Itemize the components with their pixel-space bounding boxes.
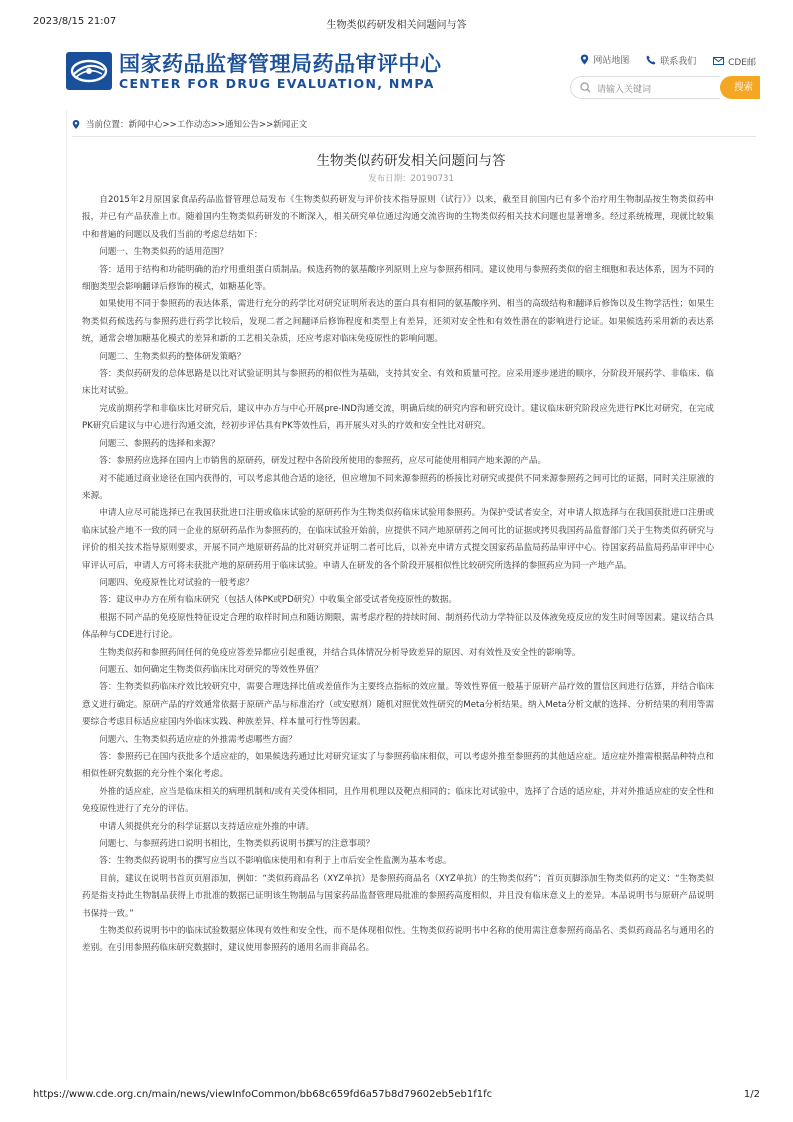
question-heading: 问题四、免疫原性比对试验的一般考虑？ — [99, 577, 254, 588]
paragraph: 答：生物类似药说明书的撰写应当以不影响临床使用和有利于上市后安全性监测为基本考虑。 — [99, 856, 452, 867]
search-button[interactable]: 搜索 — [720, 76, 760, 99]
paragraph: 答：适用于结构和功能明确的治疗用重组蛋白质制品。候选药物的氨基酸序列原则上应与参照药相同。建议使用与参照药类似的宿主细胞和表达体系，因为不同的细胞类型会影响翻译后修饰的模式，如糖基化等。 — [82, 264, 714, 293]
paragraph: 根据不同产品的免疫原性特征设定合理的取样时间点和随访期限，需考虑疗程的持续时间、制剂药代动力学特征以及体液免疫反应的发生时间等因素。建议结合具体品种与CDE进行讨论。 — [82, 612, 714, 641]
paragraph: 答：参照药应选择在国内上市销售的原研药，研发过程中各阶段所使用的参照药，应尽可能使用相同产地来源的产品。 — [99, 456, 547, 467]
paragraph: 自2015年2月原国家食品药品监督管理总局发布《生物类似药研发与评价技术指导原则（试行）》以来，截至目前国内已有多个治疗用生物制品按生物类似药申报，并已有产品获准上市。随着国内生物类似药研发的不断深入，相关研究单位通过沟通交流咨询的生物类似药相关技术问题也显著增多。经过系统梳理，现就比较集中和普遍的问题以及我们当前的考虑总结如下： — [82, 195, 714, 240]
cde-logo-icon[interactable] — [66, 52, 112, 90]
paragraph: 申请人须提供充分的科学证据以支持适应症外推的申请。 — [99, 821, 315, 832]
question-heading: 问题三、参照药的选择和来源？ — [99, 438, 220, 449]
print-footer — [33, 1089, 760, 1103]
paragraph: 答：类似药研发的总体思路是以比对试验证明其与参照药的相似性为基础，支持其安全、有效和质量可控。应采用逐步递进的顺序，分阶段开展药学、非临床、临床比对试验。 — [82, 369, 714, 397]
location-pin-icon — [580, 54, 589, 65]
paragraph: 完成前期药学和非临床比对研究后，建议申办方与中心开展pre-IND沟通交流，明确后续的研究内容和研究设计。建议临床研究阶段应先进行PK比对研究，在完成PK研究后建议与中心进行沟通交流，经初步评估具有PK等效性后，再开展头对头的疗效和安全性比对研究。 — [82, 403, 714, 432]
print-timestamp: 2023/8/15 21:07 — [33, 16, 117, 27]
paragraph: 生物类似药说明书中的临床试验数据应体现有效性和安全性，而不是体现相似性。生物类似药说明书中名称的使用需注意参照药商品名、类似药商品名与通用名的差别。在引用参照药临床研究数据时，建议使用参照药的通用名而非商品名。 — [82, 926, 714, 954]
contact-link[interactable] — [646, 54, 696, 67]
publish-date: 发布日期：20190731 — [368, 174, 454, 184]
paragraph: 申请人应尽可能选择已在我国获批进口注册或临床试验的原研药作为生物类似药临床试验用参照药。为保护受试者安全，对申请人拟选择与在我国获批进口注册或临床试验产地不一致的同一企业的原研药品作为参照药的，在临床试验开始前，应提供不同产地原研药之间可比的证据或拷贝我国药品监督部门关于生物类似药研究与评价的相关技术指导原则要求，开展不同产地原研药品的比对研究并证明二者可比后，以补充申请方式提交国家药品监局药品审评中心。待国家药品监局药品审评中心审评认可后，申请人方可将未获批产地的原研药用于临床试验。申请人在研发的各个阶段开展相似性比较研究所选择的参照药应为同一产地产品。 — [82, 508, 714, 571]
article-body — [82, 192, 714, 958]
sitemap-link[interactable] — [580, 53, 629, 66]
phone-icon — [646, 55, 656, 65]
print-page-title: 生物类似药研发相关问题问与答 — [326, 20, 467, 31]
paragraph: 外推的适应症，应当是临床相关的病理机制和/或有关受体相同，且作用机理以及靶点相同的；临床比对试验中，选择了合适的适应症，并对外推适应症的安全性和免疫原性进行了充分的评估。 — [82, 786, 714, 815]
site-header — [66, 44, 756, 104]
article-title: 生物类似药研发相关问题问与答 — [316, 153, 506, 169]
sitemap-label: 网站地图 — [593, 56, 630, 66]
paragraph: 答：生物类似药临床疗效比较研究中，需要合理选择比值或差值作为主要终点指标的效应量。等效性界值一般基于原研产品疗效的置信区间进行估算，并结合临床意义进行确定。原研产品的疗效通常依据于原研产品与标准治疗（或安慰剂）随机对照优效性研究的Meta分析结果。纳入Meta分析文献的选择、分析结果的利用等需要综合考虑目标适应症国内外临床实践、种族差异、样本量可行性等因素。 — [82, 682, 714, 728]
breadcrumb — [72, 118, 307, 130]
location-pin-icon — [72, 119, 80, 130]
contact-label: 联系我们 — [660, 56, 697, 67]
search-placeholder: 请输入关键词 — [597, 85, 652, 95]
question-heading: 问题七、与参照药进口说明书相比，生物类似药说明书撰写的注意事项？ — [99, 839, 375, 850]
search-icon — [580, 82, 591, 93]
cde-mail-link[interactable] — [713, 55, 756, 68]
breadcrumb-divider — [72, 136, 756, 137]
top-links — [566, 53, 756, 68]
cde-mail-label: CDE邮 — [728, 57, 756, 68]
question-heading: 问题二、生物类似药的整体研发策略？ — [99, 351, 246, 362]
paragraph: 目前，建议在说明书首页页眉添加，例如：“类似药商品名（XYZ单抗）是参照药商品名（XYZ单抗）的生物类似药”；首页页脚添加生物类似药的定义：“生物类似药是指支持此生物制品获得上市批准的数据已证明该生物制品与国家药品监督管理局批准的参照药高度相似，并且没有临床意义上的差异。本品说明书与原研产品说明书保持一致。” — [82, 873, 714, 919]
question-heading: 问题六、生物类似药适应症的外推需考虑哪些方面？ — [99, 734, 297, 745]
paragraph: 对不能通过商业途径在国内获得的，可以考虑其他合适的途径，但应增加不同来源参照药的桥接比对研究或提供不同来源参照药之间可比的证据，同时关注原液的来源。 — [82, 473, 714, 501]
paragraph: 如果使用不同于参照药的表达体系，需进行充分的药学比对研究证明所表达的蛋白具有相同的氨基酸序列、相当的高级结构和翻译后修饰以及生物学活性；如果生物类似药候选药与参照药进行药学比较后，发现二者之间翻译后修饰程度和类型上有差异，还须对安全性和有效性潜在的影响进行论证。如果候选药采用新的表达系统，通常会增加糖基化模式的差异和新的工艺相关杂质，还应考虑对临床免疫原性的影响问题。 — [82, 299, 714, 345]
paragraph: 生物类似药和参照药间任何的免疫应答差异都应引起重视，并结合具体情况分析导致差异的原因、对有效性及安全性的影响等。 — [99, 647, 581, 658]
paragraph: 答：参照药已在国内获批多个适应症的，如果候选药通过比对研究证实了与参照药临床相似，可以考虑外推至参照药的其他适应症。适应症外推需根据品种特点和相似性研究数据的充分性个案化考虑。 — [82, 752, 714, 780]
page-number: 1/2 — [743, 1089, 760, 1100]
mail-icon — [713, 57, 724, 65]
question-heading: 问题五、如何确定生物类似药临床比对研究的等效性界值？ — [99, 664, 323, 675]
site-name-cn: 国家药品监督管理局药品审评中心 — [119, 52, 442, 76]
paragraph: 答：建议申办方在所有临床研究（包括人体PK或PD研究）中收集全部受试者免疫原性的数据。 — [99, 595, 457, 606]
search-bar — [570, 76, 756, 99]
search-input[interactable] — [570, 76, 720, 99]
site-name-en: CENTER FOR DRUG EVALUATION, NMPA — [119, 76, 435, 91]
question-heading: 问题一、生物类似药的适用范围？ — [99, 247, 229, 258]
breadcrumb-text[interactable]: 当前位置：新闻中心>>工作动态>>通知公告>>新闻正文 — [86, 120, 308, 130]
print-header — [33, 16, 760, 30]
page-url[interactable]: https://www.cde.org.cn/main/news/viewInfoCommon/bb68c659fd6a57b8d79602eb5eb1f1fc — [33, 1089, 493, 1100]
